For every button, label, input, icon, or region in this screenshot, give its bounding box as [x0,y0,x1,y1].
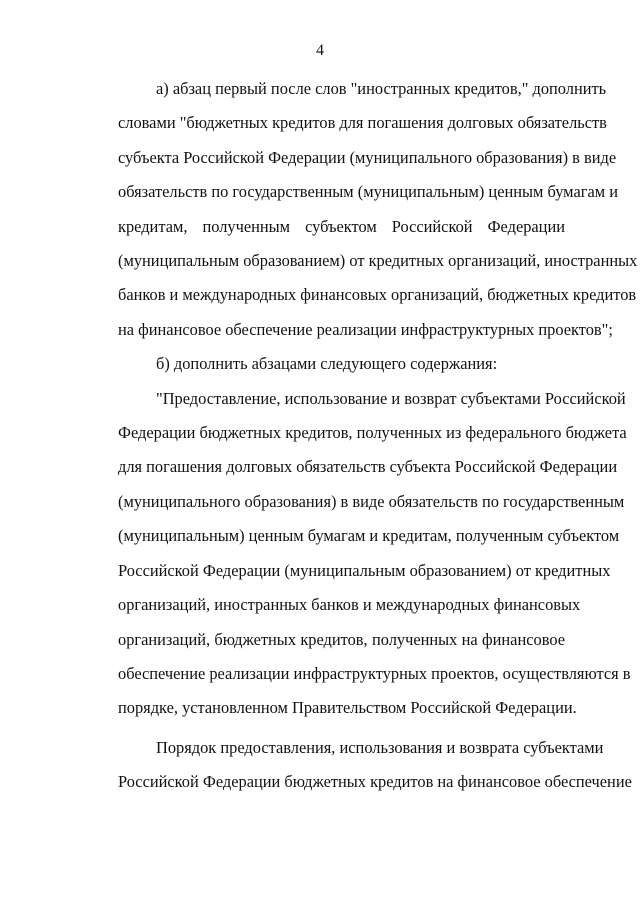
text-line: б) дополнить абзацами следующего содержания: [156,354,498,374]
text-line: банков и международных финансовых организаций, бюджетных кредитов [118,285,637,305]
text-line: (муниципальным образованием) от кредитных организаций, иностранных [118,251,638,271]
page-number: 4 [316,42,324,59]
text-line: организаций, иностранных банков и международных финансовых [118,595,581,615]
text-line: организаций, бюджетных кредитов, полученных на финансовое [118,629,565,649]
text-line: а) абзац первый после слов "иностранных кредитов," дополнить [156,79,607,98]
text-line: Порядок предоставления, использования и возврата субъектами [156,737,604,757]
text-line: "Предоставление, использование и возврат субъектами Российской [156,388,626,408]
text-line: обязательств по государственным (муниципальным) ценным бумагам и [118,182,618,202]
text-line: кредитам, полученным субъектом Российской Федерации [118,216,565,236]
text-line: субъекта Российской Федерации (муниципального образования) в виде [118,147,617,167]
document-body [80,72,638,800]
text-line: (муниципальным) ценным бумагам и кредитам, полученным субъектом [118,526,620,546]
text-line: Российской Федерации бюджетных кредитов на финансовое обеспечение [118,772,632,792]
text-line: на финансовое обеспечение реализации инфраструктурных проектов"; [118,319,613,339]
text-line: для погашения долговых обязательств субъекта Российской Федерации [118,457,618,477]
paragraph-item-a [80,72,638,347]
paragraph-item-b [80,347,565,381]
text-line: Российской Федерации (муниципальным образованием) от кредитных [118,560,611,580]
paragraph-quote-1 [80,382,631,726]
text-line: порядке, установленном Правительством Российской Федерации. [118,698,577,718]
text-line: Федерации бюджетных кредитов, полученных из федерального бюджета [118,423,627,443]
text-line: обеспечение реализации инфраструктурных проектов, осуществляются в [118,663,631,683]
paragraph-quote-2 [80,731,632,800]
text-line: словами "бюджетных кредитов для погашения долговых обязательств [118,113,607,133]
text-line: (муниципального образования) в виде обязательств по государственным [118,491,625,511]
